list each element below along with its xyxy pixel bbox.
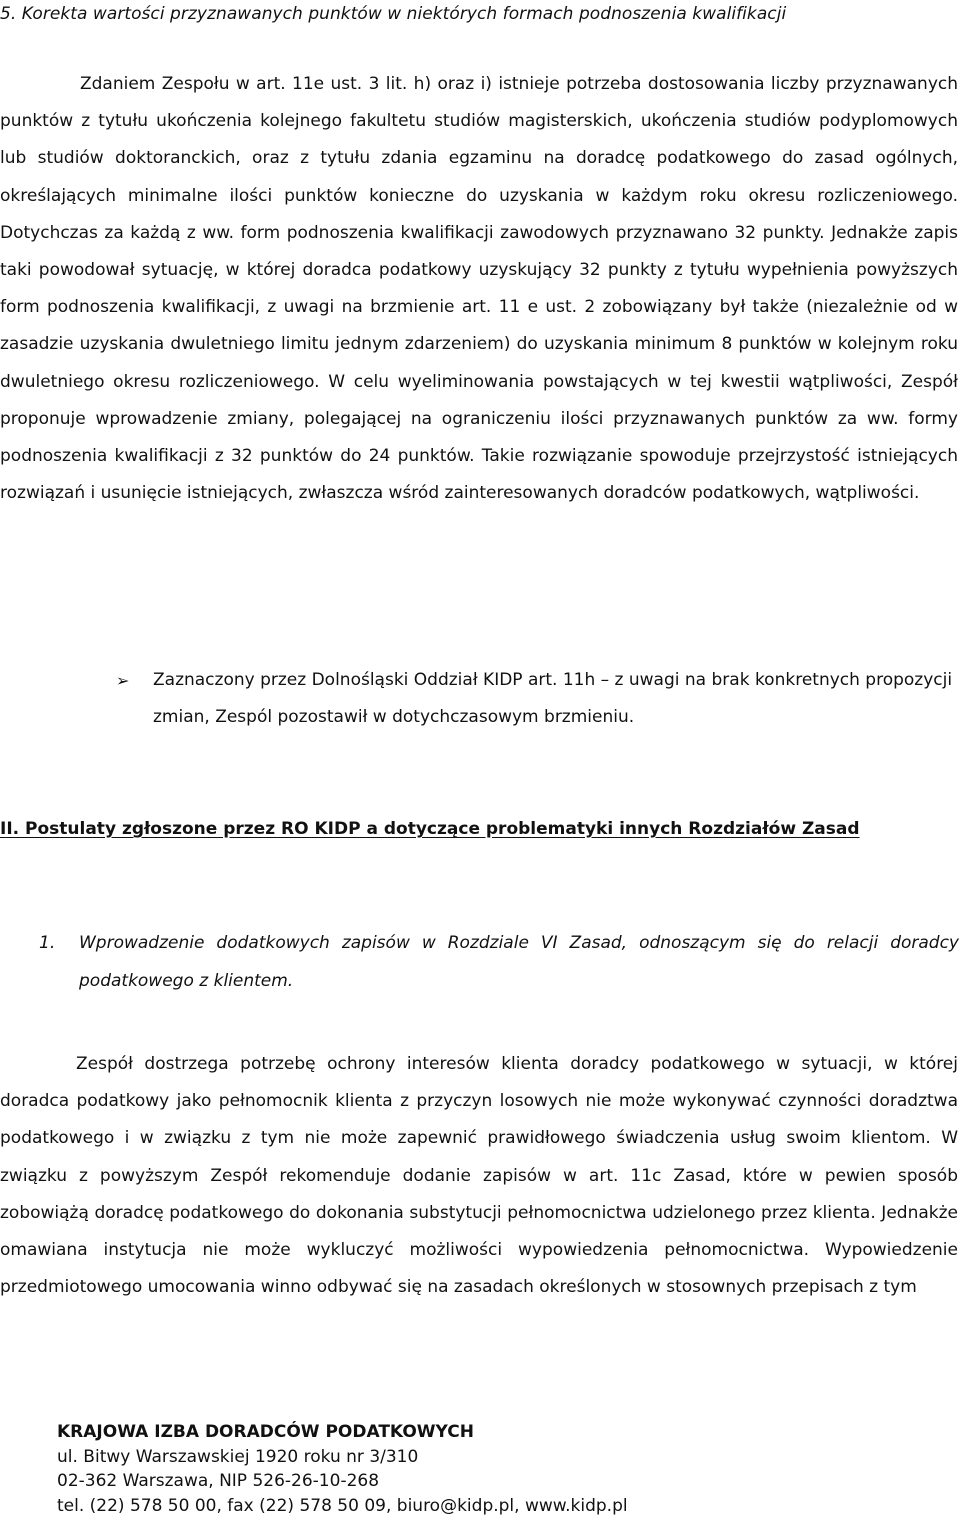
bullet-item-text: Zaznaczony przez Dolnośląski Oddział KIDP art. 11h – z uwagi na brak konkretnych propozycji zmian, Zespól pozostawił w dotychczasowym brzmieniu. [153,670,953,727]
arrow-bullet-icon: ➢ [116,671,130,690]
footer-street: ul. Bitwy Warszawskiej 1920 roku nr 3/310 [57,1446,419,1467]
footer-contact: tel. (22) 578 50 00, fax (22) 578 50 09, biuro@kidp.pl, www.kidp.pl [57,1495,628,1516]
item-number: 1. [39,933,56,953]
section-II-heading: II. Postulaty zgłoszone przez RO KIDP a dotyczące problematyki innych Rozdziałów Zasad [0,819,860,839]
paragraph-points-correction: Zdaniem Zespołu w art. 11e ust. 3 lit. h) oraz i) istnieje potrzeba dostosowania liczby przyznawanych punktów z tytułu ukończenia kolejnego fakultetu studiów magisterskich, ukończenia studiów podyplomowych lub studiów doktoranckich, oraz z tytułu zdania egzaminu na doradcę podatkowego do zasad ogólnych, określających minimalne ilości punktów konieczne do uzyskania w każdym roku okresu rozliczeniowego. Dotychczas za każdą z ww. form podnoszenia kwalifikacji zawodowych przyznawano 32 punkty. Jednakże zapis taki powodował sytuację, w której doradca podatkowy uzyskujący 32 punkty z tytułu wypełnienia powyższych form podnoszenia kwalifikacji, z uwagi na brzmienie art. 11 e ust. 2 zobowiązany był także (niezależnie od w zasadzie uzyskania dwuletniego limitu jednym zdarzeniem) do uzyskania minimum 8 punktów w kolejnym roku dwuletniego okresu rozliczeniowego. W celu wyeliminowania powstających w tej kwestii wątpliwości, Zespół proponuje wprowadzenie zmiany, polegającej na ograniczeniu ilości przyznawanych punktów za ww. formy podnoszenia kwalifikacji z 32 punktów do 24 punktów. Takie rozwiązanie spowoduje przejrzystość istniejących rozwiązań i usunięcie istniejących, zwłaszcza wśród zainteresowanych doradców podatkowych, wątpliwości. [0,74,958,504]
footer-organization: KRAJOWA IZBA DORADCÓW PODATKOWYCH [57,1422,474,1442]
letterhead-footer [57,1420,937,1518]
numbered-item-heading: Wprowadzenie dodatkowych zapisów w Rozdziale VI Zasad, odnoszącym się do relacji doradcy podatkowego z klientem. [79,933,959,991]
section-5-heading: 5. Korekta wartości przyznawanych punktów w niektórych formach podnoszenia kwalifikacji [0,4,787,24]
footer-city-nip: 02-362 Warszawa, NIP 526-26-10-268 [57,1471,380,1491]
paragraph-client-protection: Zespół dostrzega potrzebę ochrony interesów klienta doradcy podatkowego w sytuacji, w której doradca podatkowy jako pełnomocnik klienta z przyczyn losowych nie może wykonywać czynności doradztwa podatkowego i w związku z tym nie może zapewnić prawidłowego świadczenia usług swoim klientom. W związku z powyższym Zespół rekomenduje dodanie zapisów w art. 11c Zasad, które w pewien sposób zobowiążą doradcę podatkowego do dokonania substytucji pełnomocnictwa udzielonego przez klienta. Jednakże omawiana instytucja nie może wykluczyć możliwości wypowiedzenia pełnomocnictwa. Wypowiedzenie przedmiotowego umocowania winno odbywać się na zasadach określonych w stosownych przepisach z tym [0,1054,958,1298]
